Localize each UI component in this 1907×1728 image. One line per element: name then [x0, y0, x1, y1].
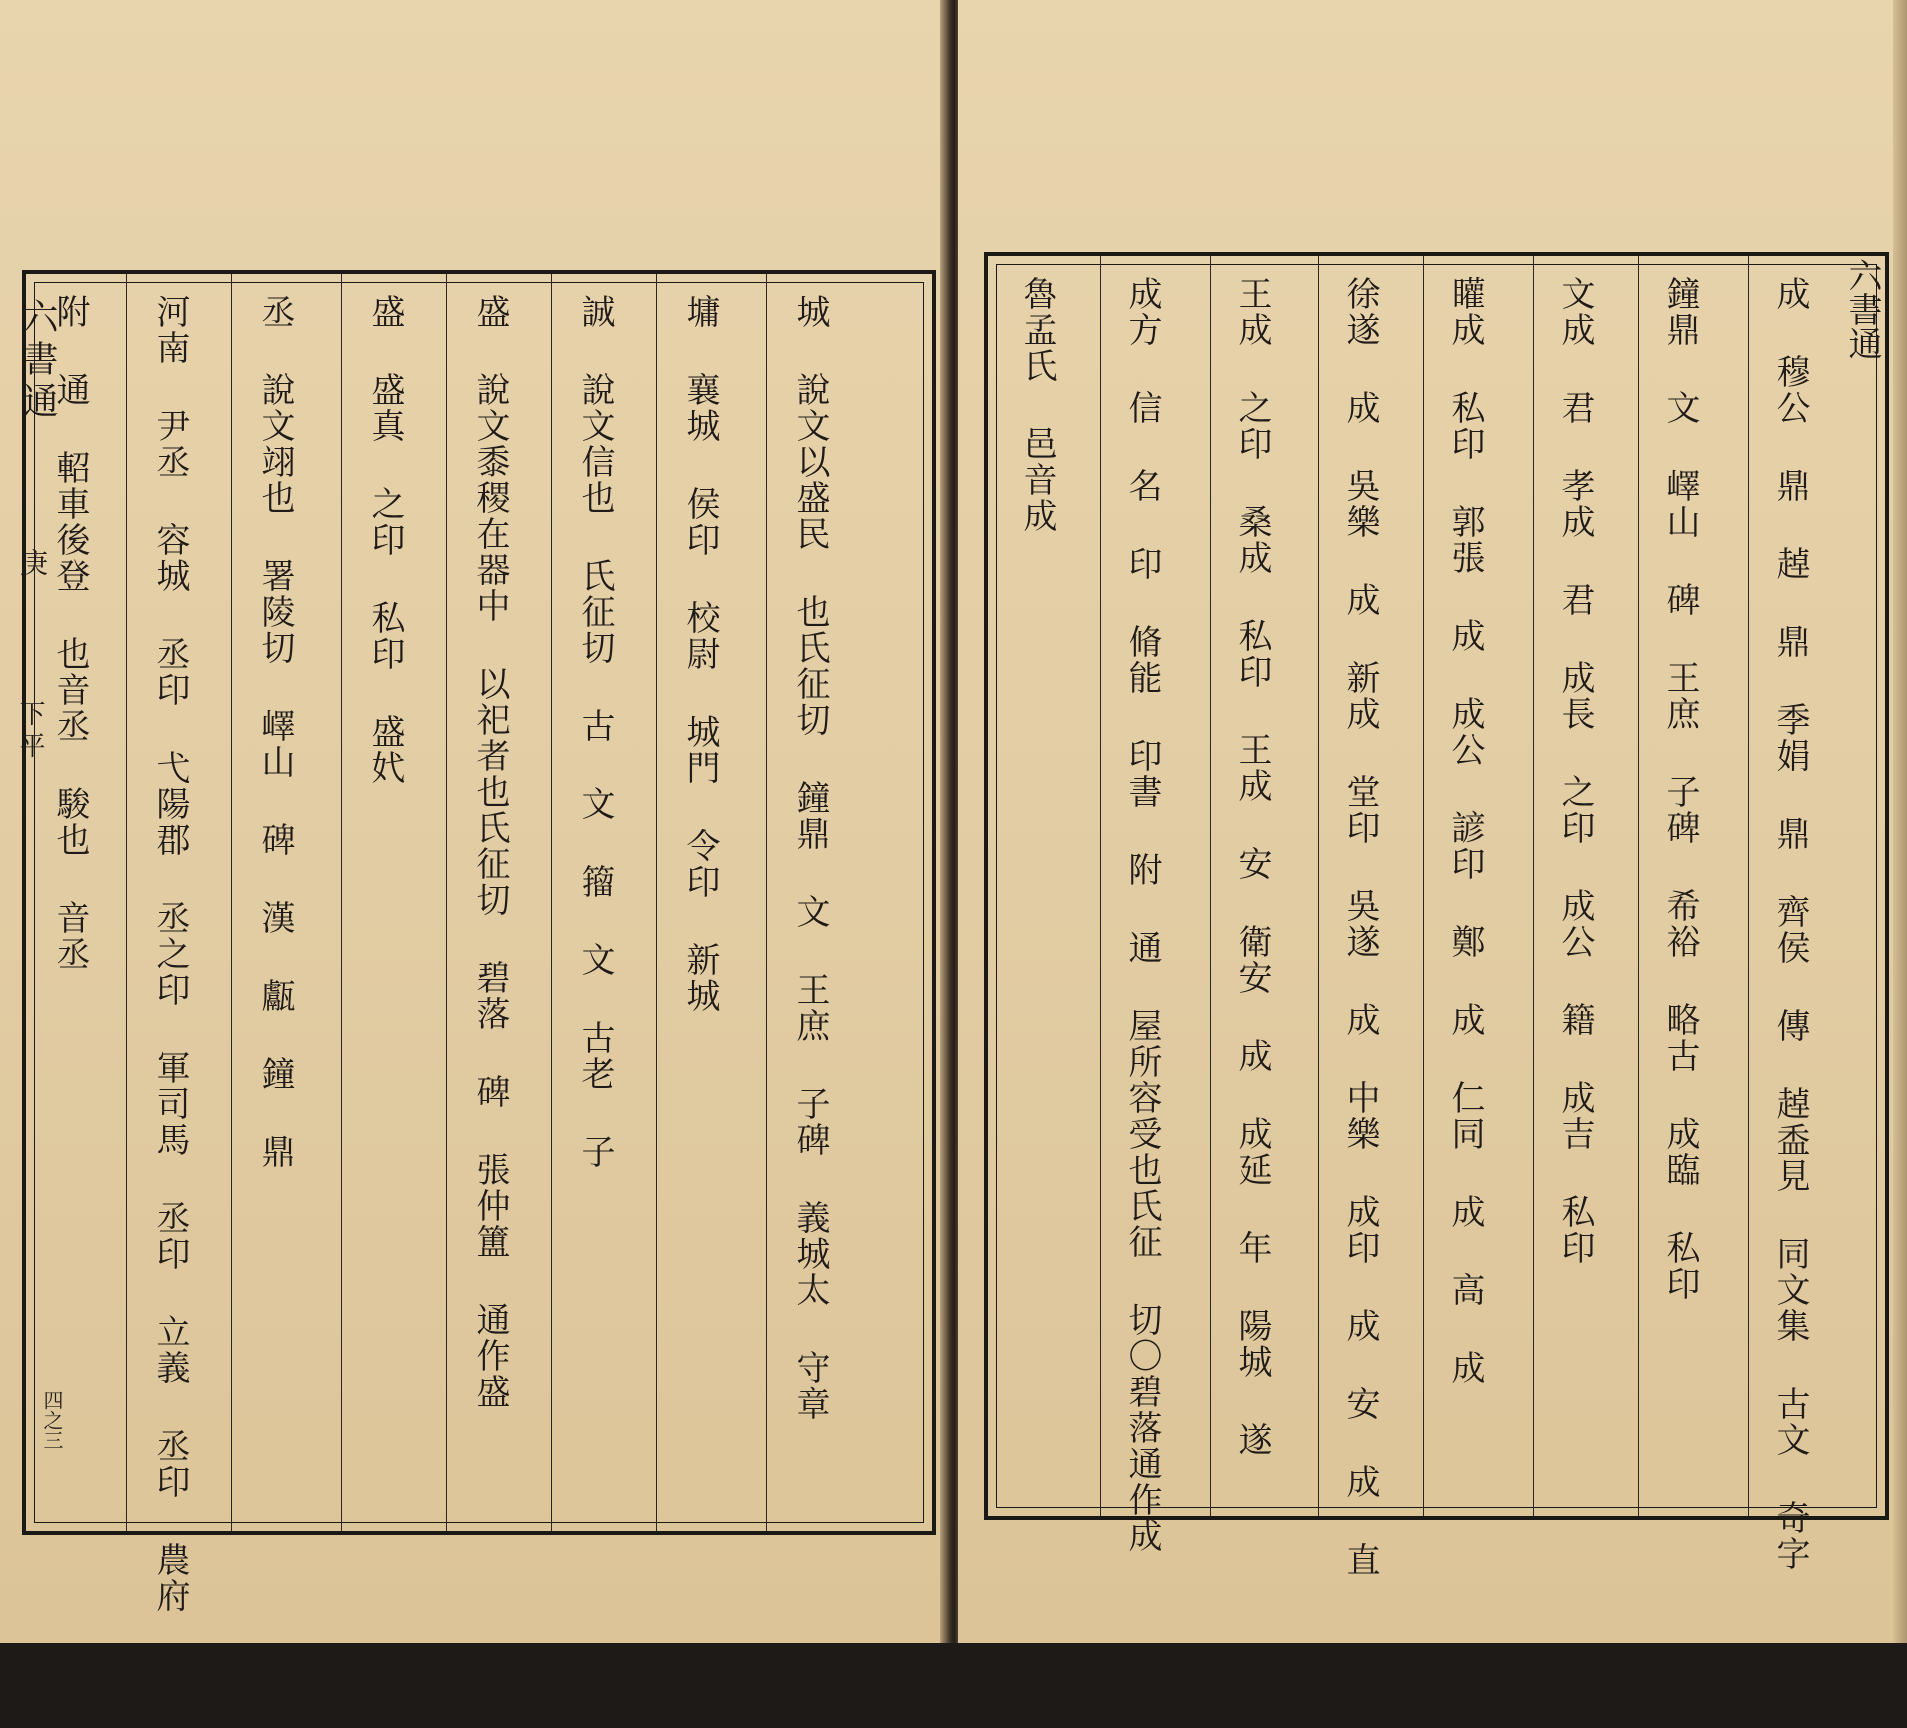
text-column: 魯孟氏 邑音成: [1017, 276, 1057, 534]
column-rule: [231, 274, 232, 1531]
margin-section: 庚: [16, 548, 49, 582]
text-column: 附 通 軺車後登 也音丞 駿也 音丞: [50, 294, 90, 972]
text-column: 王成 之印 桑成 私印 王成 安 衛安 成 成延 年 陽城 遂: [1232, 276, 1272, 1458]
left-page-frame: [22, 270, 936, 1728]
column-rule: [1748, 256, 1749, 1516]
text-column: 徐遂 成 吳樂 成 新成 堂印 吳遂 成 中樂 成印 成 安 成 直: [1340, 276, 1380, 1578]
column-rule: [1210, 256, 1211, 1516]
text-column: 矔成 私印 郭張 成 成公 諺印 鄭 成 仁同 成 高 成: [1445, 276, 1485, 1386]
column-rule: [1318, 256, 1319, 1516]
column-rule: [1638, 256, 1639, 1516]
right-page-frame: [984, 252, 1889, 1578]
text-column: 盛 盛真 之印 私印 盛㚤: [365, 294, 405, 786]
column-rule: [126, 274, 127, 1531]
column-rule: [551, 274, 552, 1531]
text-column: 丞 說文翊也 署陵切 嶧山 碑 漢 甗 鐘 鼎: [255, 294, 295, 1170]
column-rule: [341, 274, 342, 1531]
folio-number: 四之三: [40, 1390, 64, 1450]
text-column: 城 說文以盛民 也氏征切 鐘鼎 文 王庶 子碑 義城太 守章: [790, 294, 830, 1422]
margin-tone: 下平: [15, 700, 45, 764]
column-rule: [1423, 256, 1424, 1516]
text-column: 墉 襄城 侯印 校尉 城門 令印 新城: [680, 294, 720, 1014]
column-rule: [1533, 256, 1534, 1516]
text-column: 鐘鼎 文 嶧山 碑 王庶 子碑 希裕 略古 成臨 私印: [1660, 276, 1700, 1302]
text-column: 盛 說文黍稷在器中 以祀者也氏征切 碧落 碑 張仲簠 通作盛: [470, 294, 510, 1410]
page-edge: [1893, 0, 1907, 1643]
text-column: 成 穆公 鼎 趠 鼎 季娟 鼎 齊侯 傳 趠盉見 同文集 古文 奇字: [1770, 276, 1810, 1572]
column-rule: [1100, 256, 1101, 1516]
column-rule: [766, 274, 767, 1531]
column-rule: [446, 274, 447, 1531]
column-rule: [656, 274, 657, 1531]
text-column: 誠 說文信也 氏征切 古 文 籀 文 古老 子: [575, 294, 615, 1170]
text-column: 河南 尹丞 容城 丞印 弋陽郡 丞之印 軍司馬 丞印 立義 丞印 農府 丞印: [150, 294, 190, 1728]
text-column: 文成 君 孝成 君 成長 之印 成公 籍 成吉 私印: [1555, 276, 1595, 1266]
right-page: [958, 0, 1907, 1643]
left-page: [0, 0, 948, 1728]
margin-title: 六書通: [17, 298, 58, 424]
text-column: 成方 信 名 印 脩能 印書 附 通 屋所容受也氏征 切〇碧落通作成: [1122, 276, 1162, 1554]
right-page-title: 六書通: [1842, 258, 1882, 360]
